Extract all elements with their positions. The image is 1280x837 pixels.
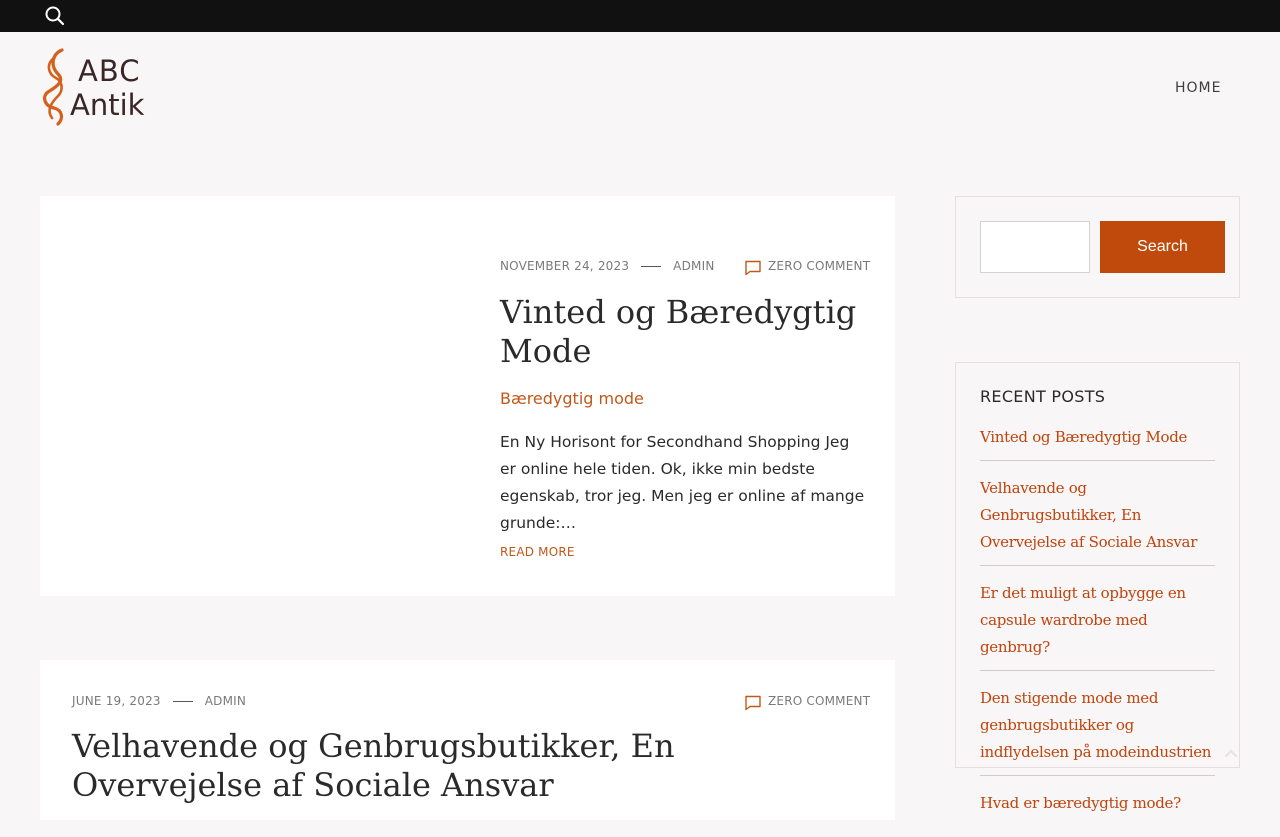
site-header bbox=[0, 32, 1280, 152]
comment-icon bbox=[744, 695, 762, 711]
read-more-link[interactable]: READ MORE bbox=[500, 545, 575, 559]
recent-posts-list bbox=[980, 421, 1215, 837]
list-item bbox=[980, 472, 1215, 566]
widget-title: RECENT POSTS bbox=[980, 387, 1106, 406]
search-icon[interactable] bbox=[44, 5, 66, 27]
search-button[interactable]: Search bbox=[1100, 221, 1225, 273]
post-author[interactable]: ADMIN bbox=[673, 259, 715, 273]
post-meta bbox=[500, 259, 715, 273]
logo-figure-icon bbox=[40, 48, 74, 126]
site-logo[interactable] bbox=[40, 48, 152, 126]
logo-text-line1: ABC bbox=[78, 54, 141, 88]
post-comments-link[interactable]: ZERO COMMENT bbox=[768, 694, 871, 708]
post-title[interactable]: Vinted og Bæredygtig Mode bbox=[500, 293, 857, 370]
post-comments-link[interactable]: ZERO COMMENT bbox=[768, 259, 871, 273]
post-meta bbox=[72, 694, 246, 708]
scroll-to-top-icon[interactable] bbox=[1222, 745, 1240, 763]
recent-post-link[interactable]: Den stigende mode med genbrugsbutikker og indflydelsen på modeindustrien bbox=[980, 689, 1212, 761]
meta-divider bbox=[173, 701, 193, 702]
search-widget bbox=[955, 196, 1240, 298]
list-item bbox=[980, 577, 1215, 671]
top-bar bbox=[0, 0, 1280, 32]
recent-post-link[interactable]: Hvad er bæredygtig mode? bbox=[980, 794, 1181, 812]
logo-text-line2: Antik bbox=[70, 88, 145, 122]
list-item bbox=[980, 682, 1215, 776]
post-title[interactable]: Velhavende og Genbrugsbutikker, En Overvejelse af Sociale Ansvar bbox=[72, 727, 675, 804]
recent-posts-widget bbox=[955, 362, 1240, 812]
post-card bbox=[40, 660, 895, 820]
comment-icon bbox=[744, 260, 762, 276]
post-author[interactable]: ADMIN bbox=[204, 694, 247, 708]
post-card bbox=[40, 196, 895, 596]
recent-post-link[interactable]: Vinted og Bæredygtig Mode bbox=[980, 428, 1188, 446]
list-item bbox=[980, 787, 1215, 826]
list-item bbox=[980, 421, 1215, 461]
post-date[interactable]: NOVEMBER 24, 2023 bbox=[500, 259, 630, 273]
post-date[interactable]: JUNE 19, 2023 bbox=[72, 694, 161, 708]
meta-divider bbox=[641, 266, 661, 267]
search-input[interactable] bbox=[980, 221, 1090, 273]
post-category-link[interactable]: Bæredygtig mode bbox=[500, 389, 644, 408]
recent-post-link[interactable]: Velhavende og Genbrugsbutikker, En Overvejelse af Sociale Ansvar bbox=[980, 479, 1198, 551]
recent-post-link[interactable]: Er det muligt at opbygge en capsule wardrobe med genbrug? bbox=[980, 584, 1186, 656]
nav-home-link[interactable]: HOME bbox=[1175, 80, 1222, 96]
post-excerpt: En Ny Horisont for Secondhand Shopping Jeg er online hele tiden. Ok, ikke min bedste egenskab, tror jeg. Men jeg er online af mange grunde:… bbox=[500, 433, 865, 532]
